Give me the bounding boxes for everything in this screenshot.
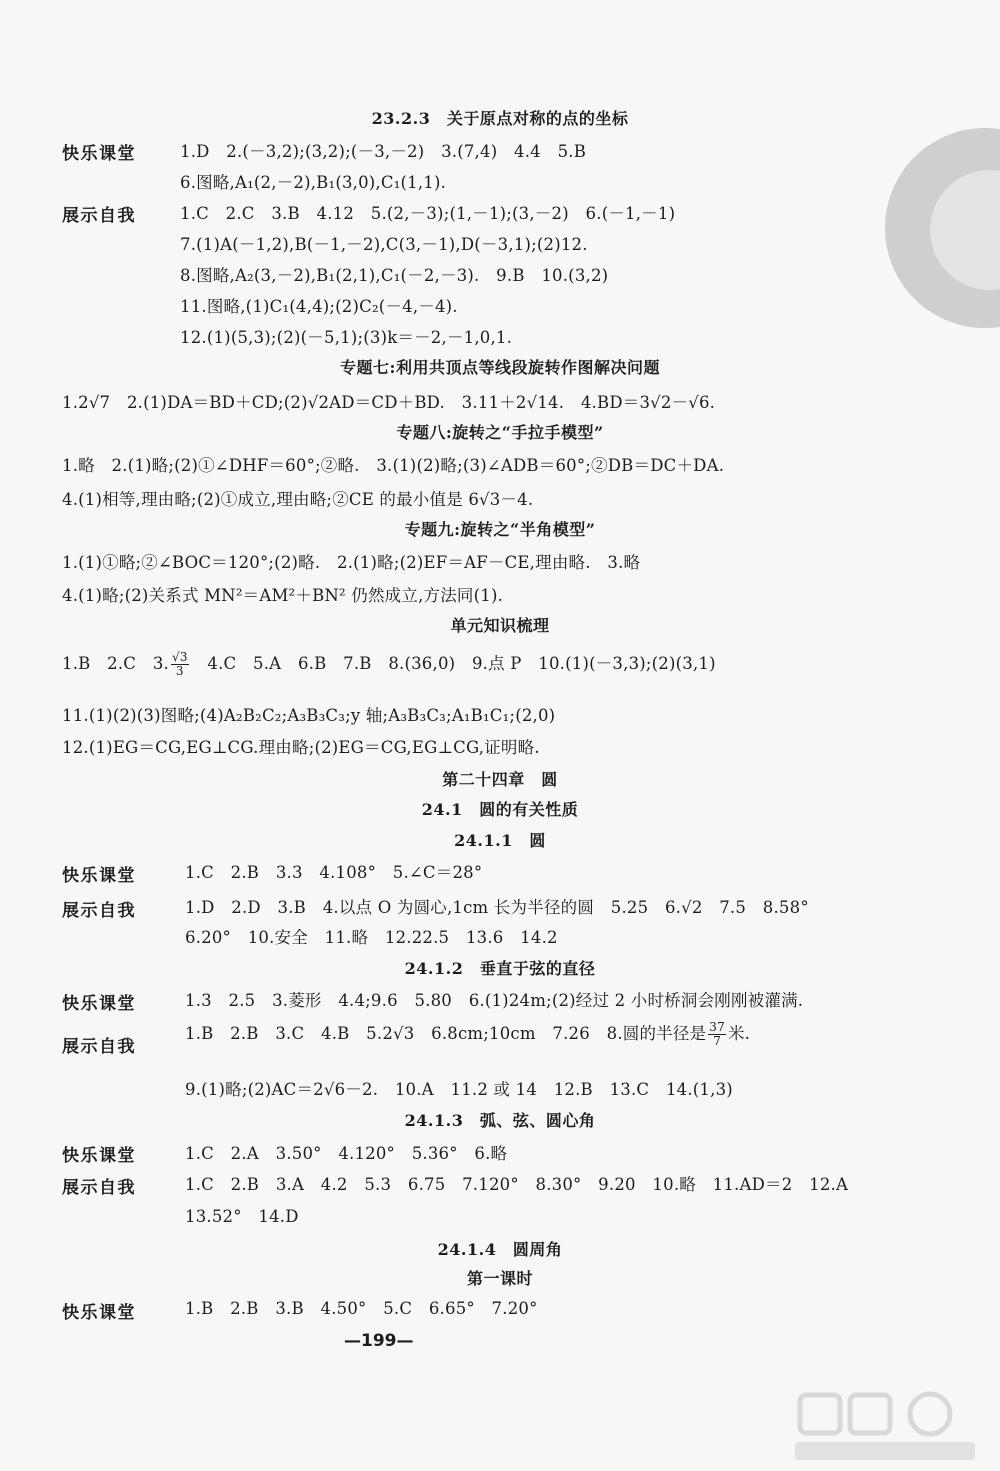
answer-line: 1.D 2.D 3.B 4.以点 O 为圆心,1cm 长为半径的圆 5.25 6.√2 7.5 8.58° [185, 898, 809, 917]
answer-line: 1.C 2.B 3.3 4.108° 5.∠C＝28° [185, 863, 483, 882]
answer-line: 8.图略,A₂(3,－2),B₁(2,1),C₁(－2,－3). 9.B 10.(3,2) [180, 266, 609, 285]
answer-line: 6.20° 10.安全 11.略 12.22.5 13.6 14.2 [185, 928, 558, 947]
answer-line: 9.(1)略;(2)AC＝2√6－2. 10.A 11.2 或 14 12.B 13.C 14.(1,3) [185, 1080, 733, 1099]
section-title-24-1-1: 24.1.1 圆 [454, 831, 546, 850]
section-title-topic-7: 专题七:利用共顶点等线段旋转作图解决问题 [340, 358, 660, 377]
answer-line: 12.(1)(5,3);(2)(－5,1);(3)k＝－2,－1,0,1. [180, 328, 513, 347]
fraction-numerator: 37 [709, 1020, 725, 1034]
answer-text: 1.B 2.B 3.C 4.B 5.2√3 6.8cm;10cm 7.26 8.圆的半径是 [185, 1024, 707, 1043]
section-title-24-1-4: 24.1.4 圆周角 [437, 1240, 563, 1259]
label-happy-class: 快乐课堂 [62, 144, 136, 164]
answer-line: 1.(1)①略;②∠BOC＝120°;(2)略. 2.(1)略;(2)EF＝AF－CE,理由略. 3.略 [62, 553, 641, 572]
answer-line: 11.(1)(2)(3)图略;(4)A₂B₂C₂;A₃B₃C₃;y 轴;A₃B₃C₃;A₁B₁C₁;(2,0) [62, 706, 556, 725]
answer-line [185, 1020, 750, 1048]
answer-line: 6.图略,A₁(2,－2),B₁(3,0),C₁(1,1). [180, 173, 447, 192]
label-happy-class: 快乐课堂 [62, 866, 136, 886]
answer-line: 1.D 2.(－3,2);(3,2);(－3,－2) 3.(7,4) 4.4 5.B [180, 142, 587, 161]
answer-line: 4.(1)相等,理由略;(2)①成立,理由略;②CE 的最小值是 6√3－4. [62, 490, 534, 509]
answer-line: 12.(1)EG＝CG,EG⊥CG.理由略;(2)EG＝CG,EG⊥CG,证明略. [62, 738, 540, 757]
fraction-denominator: 7 [713, 1034, 722, 1048]
page-number: —199— [344, 1331, 414, 1351]
answer-text: 4.C 5.A 6.B 7.B 8.(36,0) 9.点 P 10.(1)(－3,3);(2)(3,1) [190, 654, 716, 673]
fraction [171, 651, 189, 678]
label-happy-class: 快乐课堂 [62, 994, 136, 1014]
label-happy-class: 快乐课堂 [62, 1303, 136, 1323]
section-title-unit-review: 单元知识梳理 [450, 616, 550, 635]
section-title-topic-9: 专题九:旋转之“半角模型” [404, 520, 596, 539]
answer-line: 1.C 2.C 3.B 4.12 5.(2,－3);(1,－1);(3,－2) 6.(－1,－1) [180, 204, 676, 223]
label-show-self: 展示自我 [62, 206, 136, 226]
label-happy-class: 快乐课堂 [62, 1146, 136, 1166]
fraction-numerator: √3 [171, 650, 188, 664]
section-title-24-1-3: 24.1.3 弧、弦、圆心角 [404, 1111, 596, 1130]
answer-line: 4.(1)略;(2)关系式 MN²＝AM²＋BN² 仍然成立,方法同(1). [62, 586, 504, 605]
section-title-23-2-3: 23.2.3 关于原点对称的点的坐标 [371, 109, 629, 128]
answer-line: 7.(1)A(－1,2),B(－1,－2),C(3,－1),D(－3,1);(2)12. [180, 235, 588, 254]
lesson-title: 第一课时 [466, 1269, 533, 1288]
answer-text: 米. [727, 1024, 751, 1043]
section-title-24-1: 24.1 圆的有关性质 [421, 800, 579, 819]
answer-line: 1.3 2.5 3.菱形 4.4;9.6 5.80 6.(1)24m;(2)经过 2 小时桥洞会刚刚被灌满. [185, 991, 804, 1010]
answer-line: 1.2√7 2.(1)DA＝BD＋CD;(2)√2AD＝CD＋BD. 3.11＋2√14. 4.BD＝3√2－√6. [62, 393, 716, 412]
answer-line: 1.C 2.A 3.50° 4.120° 5.36° 6.略 [185, 1144, 508, 1163]
fraction [708, 1021, 726, 1048]
watermark-logo [780, 1390, 990, 1465]
chapter-title: 第二十四章 圆 [442, 770, 558, 789]
section-title-24-1-2: 24.1.2 垂直于弦的直径 [404, 959, 596, 978]
label-show-self: 展示自我 [62, 1178, 136, 1198]
section-title-topic-8: 专题八:旋转之“手拉手模型” [396, 423, 604, 442]
answer-text: 1.B 2.C 3. [62, 654, 169, 673]
answer-line [62, 650, 716, 678]
label-show-self: 展示自我 [62, 1037, 136, 1057]
answer-line: 13.52° 14.D [185, 1207, 299, 1226]
answer-line: 1.略 2.(1)略;(2)①∠DHF＝60°;②略. 3.(1)(2)略;(3)∠ADB＝60°;②DB＝DC＋DA. [62, 456, 725, 475]
fraction-denominator: 3 [175, 664, 184, 678]
answer-line: 1.B 2.B 3.B 4.50° 5.C 6.65° 7.20° [185, 1299, 538, 1318]
answer-line: 11.图略,(1)C₁(4,4);(2)C₂(－4,－4). [180, 297, 458, 316]
label-show-self: 展示自我 [62, 901, 136, 921]
answer-line: 1.C 2.B 3.A 4.2 5.3 6.75 7.120° 8.30° 9.20 10.略 11.AD＝2 12.A [185, 1175, 849, 1194]
